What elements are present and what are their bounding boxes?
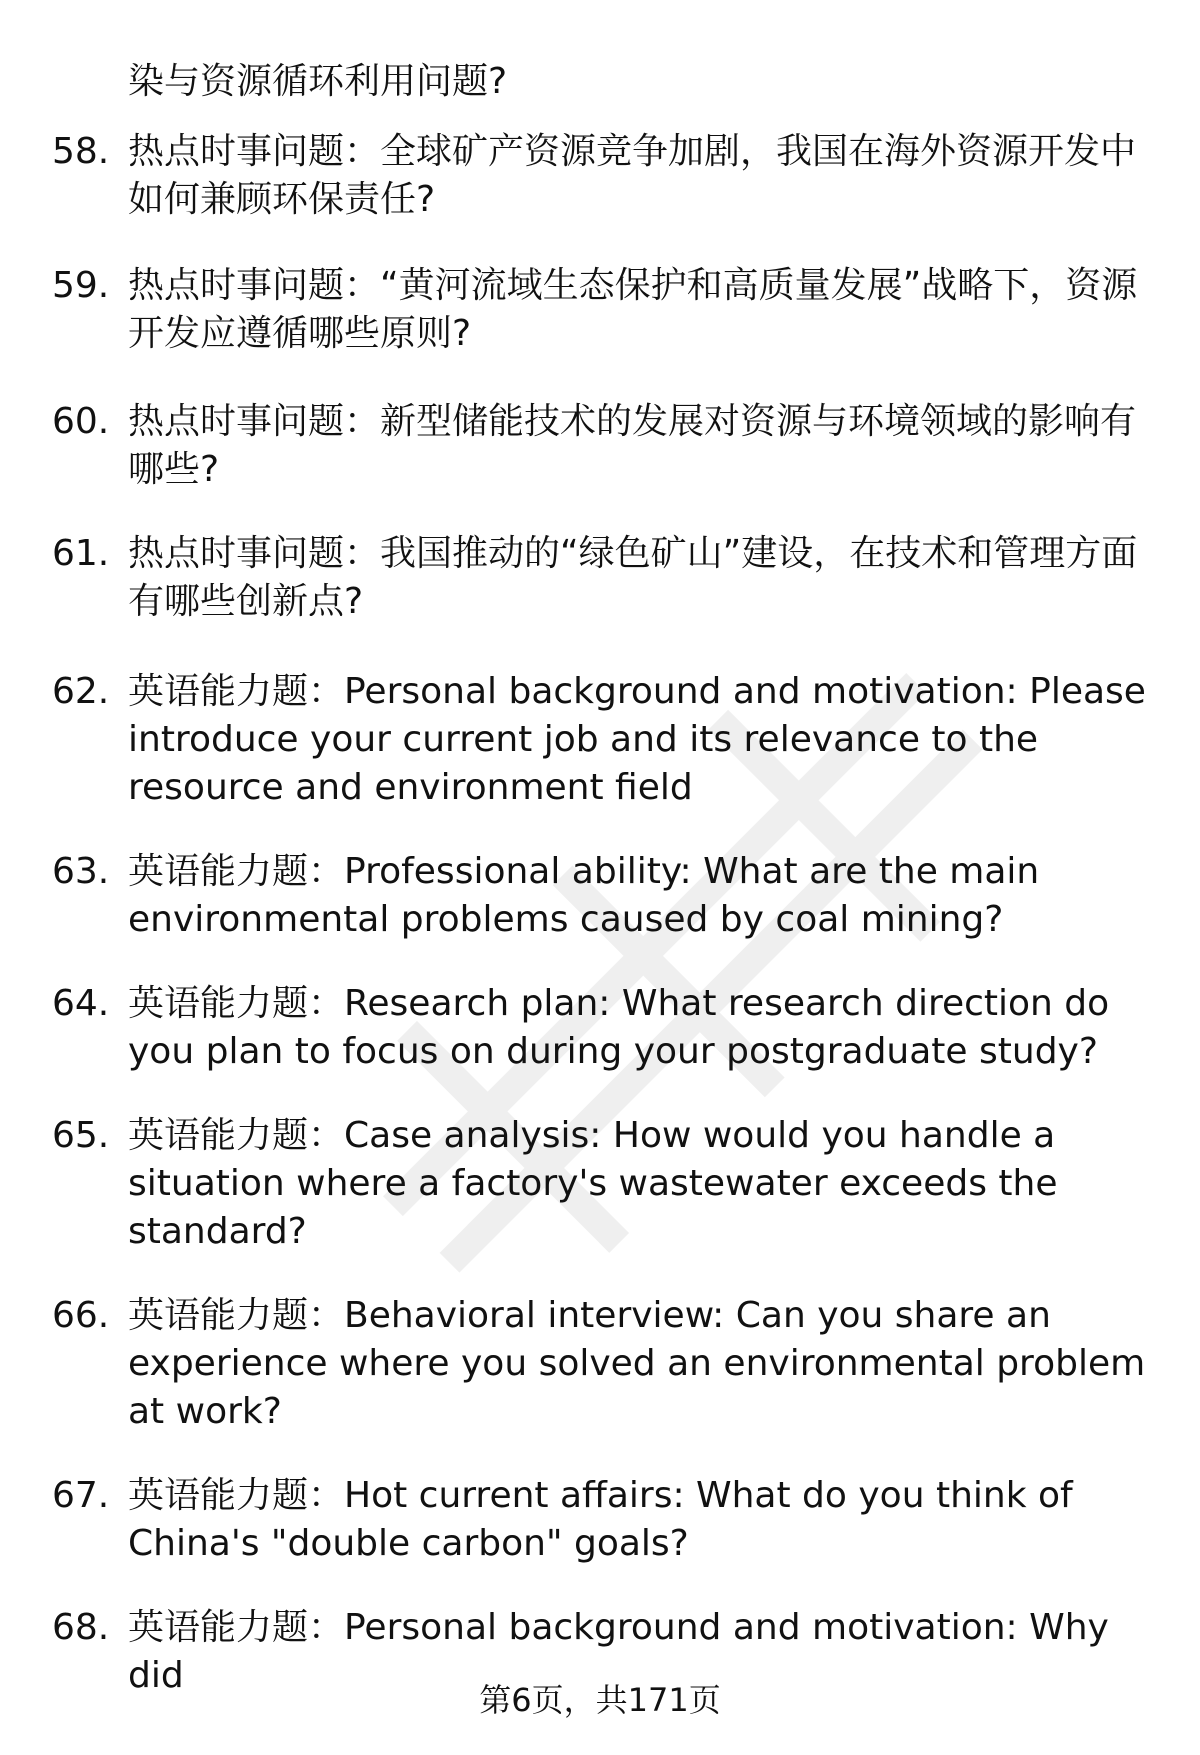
item-text: 英语能力题：Professional ability: What are the main environmental problems caused by coal mining?: [128, 851, 1040, 940]
item-number: 63.: [52, 851, 110, 892]
item-text: 英语能力题：Personal background and motivation: Please introduce your current job and its relevance to the resource and environment field: [128, 671, 1146, 808]
item-text: 英语能力题：Case analysis: How would you handle a situation where a factory's wastewater exceeds the standard?: [128, 1115, 1058, 1252]
item-number: 66.: [52, 1295, 110, 1336]
item-text: 热点时事问题：“黄河流域生态保护和高质量发展”战略下，资源开发应遵循哪些原则?: [128, 265, 1138, 354]
item-text: 热点时事问题：全球矿产资源竞争加剧，我国在海外资源开发中如何兼顾环保责任?: [128, 131, 1137, 220]
item-text: 英语能力题：Hot current affairs: What do you think of China's "double carbon" goals?: [128, 1475, 1073, 1564]
item-number: 58.: [52, 131, 110, 172]
continued-text: 染与资源循环利用问题?: [128, 61, 508, 102]
item-number: 65.: [52, 1115, 110, 1156]
item-number: 68.: [52, 1607, 110, 1648]
item-number: 64.: [52, 983, 110, 1024]
item-text: 英语能力题：Behavioral interview: Can you share an experience where you solved an environmental problem at work?: [128, 1295, 1146, 1432]
item-number: 67.: [52, 1475, 110, 1516]
page-footer: 第6页，共171页: [479, 1681, 721, 1719]
item-text: 英语能力题：Research plan: What research direction do you plan to focus on during your postgraduate study?: [128, 983, 1110, 1072]
item-text: 热点时事问题：我国推动的“绿色矿山”建设，在技术和管理方面有哪些创新点?: [128, 533, 1138, 622]
item-number: 59.: [52, 265, 110, 306]
item-text: 热点时事问题：新型储能技术的发展对资源与环境领域的影响有哪些?: [128, 401, 1137, 490]
item-number: 60.: [52, 401, 110, 442]
item-text: 英语能力题：Personal background and motivation: Why did: [128, 1607, 1109, 1696]
item-number: 62.: [52, 671, 110, 712]
watermark-icon: [230, 520, 1130, 1420]
item-number: 61.: [52, 533, 110, 574]
